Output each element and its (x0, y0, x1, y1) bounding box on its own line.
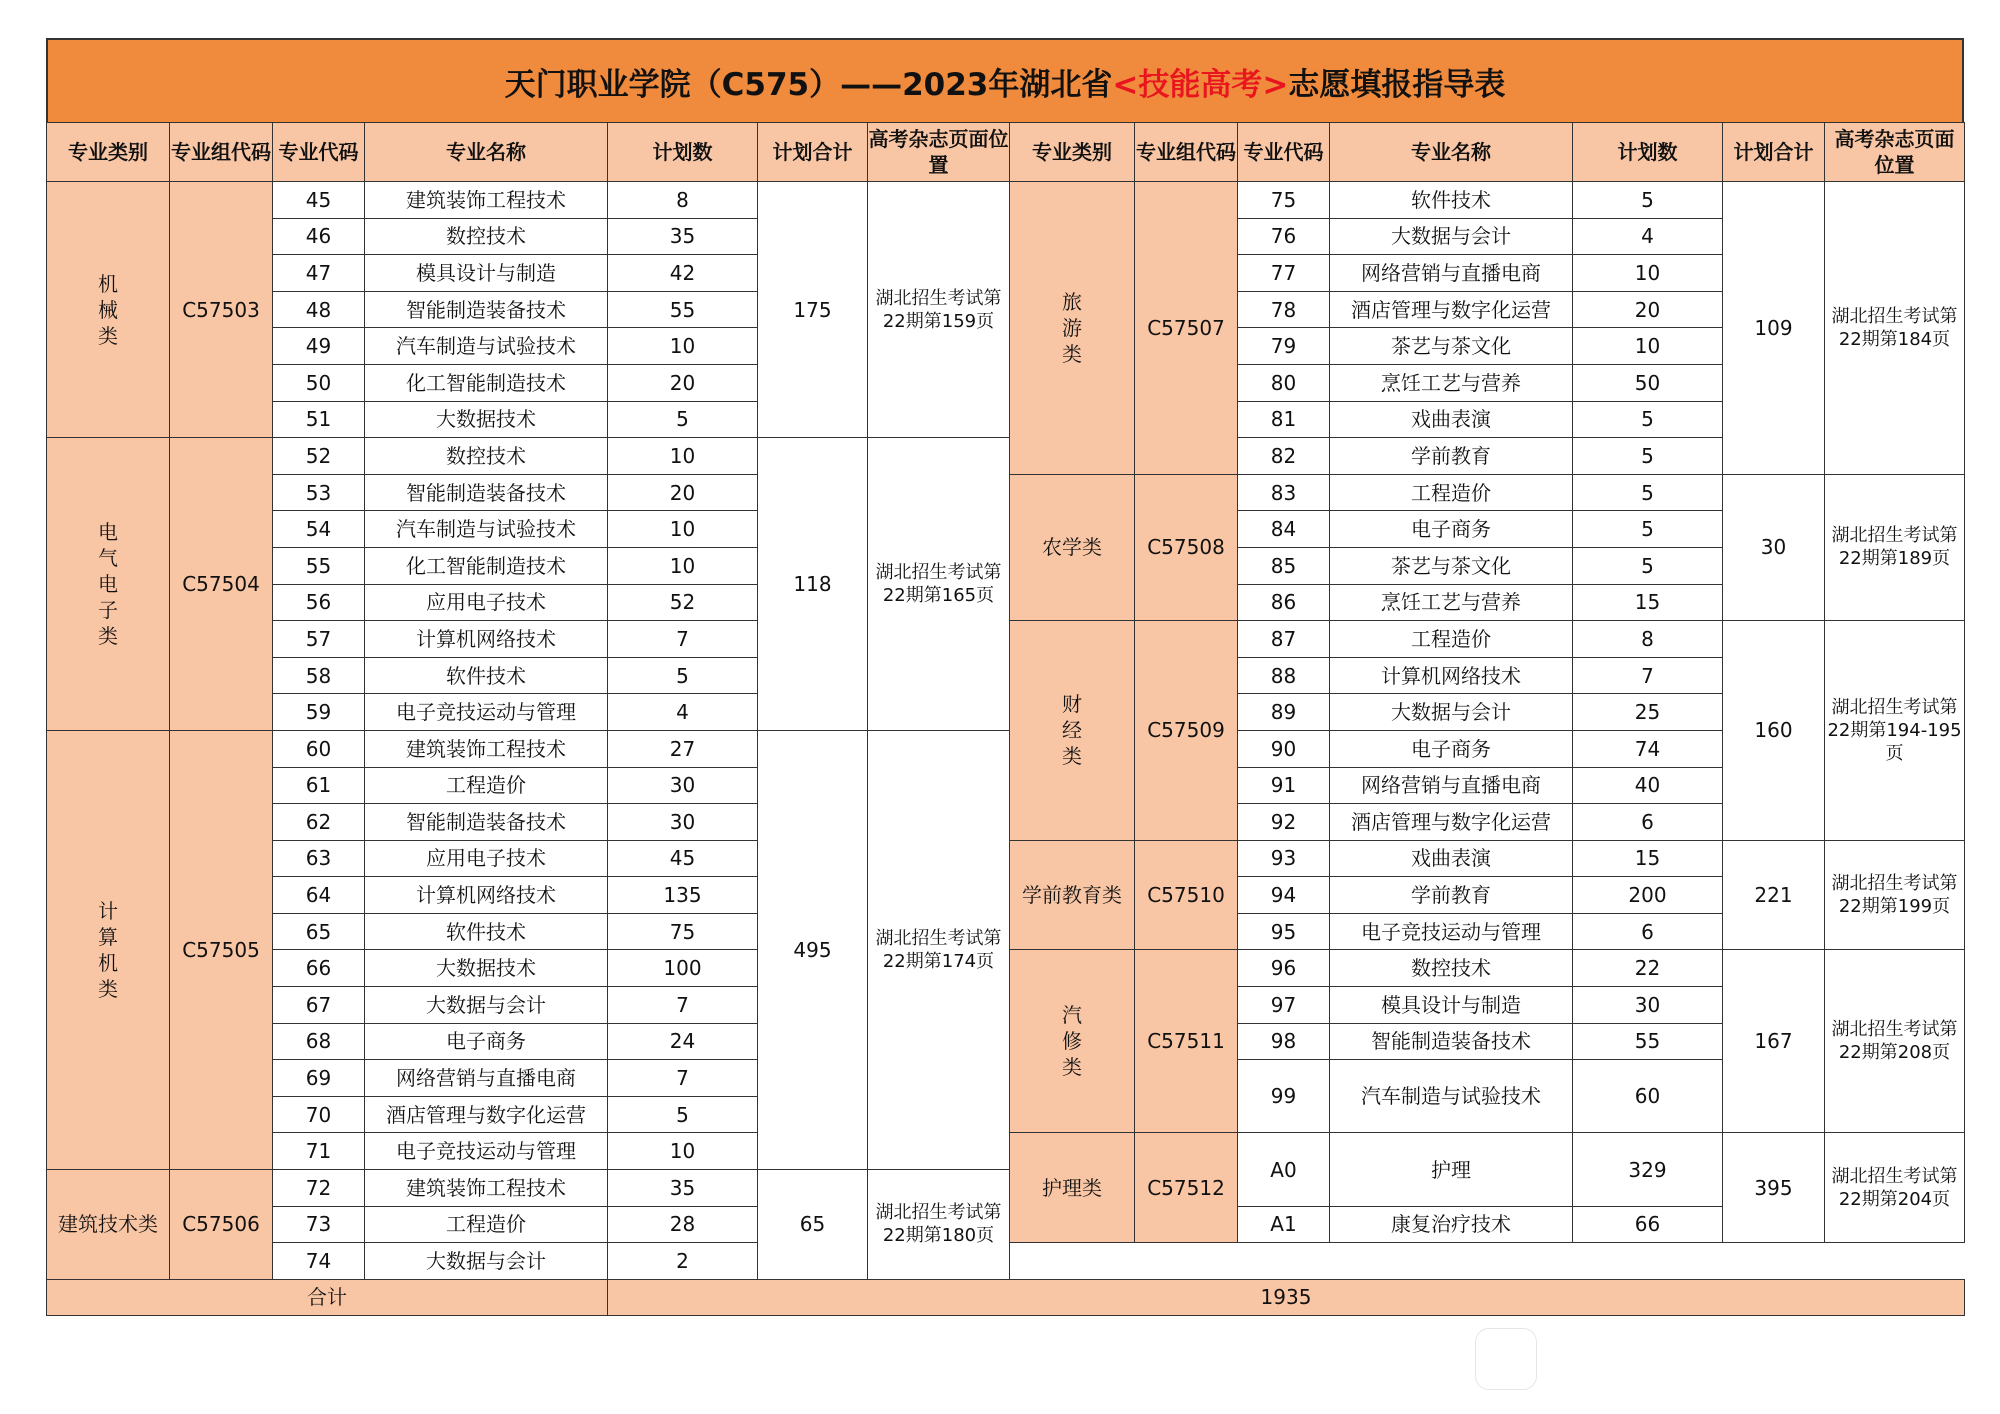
left-major-code: 50 (273, 364, 365, 401)
left-major-name: 智能制造装备技术 (365, 474, 608, 511)
left-major-name: 计算机网络技术 (365, 877, 608, 914)
left-major-code: 52 (273, 438, 365, 475)
left-major-code: 73 (273, 1206, 365, 1243)
right-plan-count: 5 (1573, 401, 1723, 438)
right-major-code: 86 (1238, 584, 1330, 621)
right-plan-count: 10 (1573, 328, 1723, 365)
right-plan-count: 15 (1573, 840, 1723, 877)
left-major-name: 软件技术 (365, 657, 608, 694)
left-major-code: 74 (273, 1243, 365, 1280)
right-major-name: 大数据与会计 (1330, 218, 1573, 255)
left-major-name: 工程造价 (365, 767, 608, 804)
right-major-code: 79 (1238, 328, 1330, 365)
right-major-name: 茶艺与茶文化 (1330, 328, 1573, 365)
left-major-name: 数控技术 (365, 438, 608, 475)
left-plan-count: 24 (608, 1023, 758, 1060)
left-major-code: 53 (273, 474, 365, 511)
right-header-plan-total: 计划合计 (1723, 123, 1825, 182)
right-major-name: 烹饪工艺与营养 (1330, 364, 1573, 401)
left-plan-total: 495 (758, 730, 868, 1169)
left-major-code: 46 (273, 218, 365, 255)
left-major-code: 59 (273, 694, 365, 731)
right-plan-count: 5 (1573, 474, 1723, 511)
right-major-name: 汽车制造与试验技术 (1330, 1060, 1573, 1133)
left-major-name: 化工智能制造技术 (365, 364, 608, 401)
right-plan-count: 5 (1573, 438, 1723, 475)
left-major-code: 60 (273, 730, 365, 767)
left-plan-count: 28 (608, 1206, 758, 1243)
left-major-name: 大数据技术 (365, 401, 608, 438)
right-category-cell (1010, 621, 1135, 841)
right-major-code: 96 (1238, 950, 1330, 987)
left-major-name: 电子商务 (365, 1023, 608, 1060)
right-plan-count: 10 (1573, 255, 1723, 292)
table-row (47, 182, 1965, 219)
left-group-code: C57506 (170, 1170, 273, 1280)
left-major-name: 建筑装饰工程技术 (365, 182, 608, 219)
left-major-code: 54 (273, 511, 365, 548)
right-major-name: 电子商务 (1330, 730, 1573, 767)
left-category-cell (47, 182, 170, 438)
right-plan-total: 30 (1723, 474, 1825, 620)
left-major-code: 71 (273, 1133, 365, 1170)
right-plan-count: 74 (1573, 730, 1723, 767)
guide-document (46, 38, 1964, 1316)
left-plan-count: 10 (608, 328, 758, 365)
right-plan-count: 60 (1573, 1060, 1723, 1133)
right-major-code: A0 (1238, 1133, 1330, 1206)
left-major-name: 大数据与会计 (365, 1243, 608, 1280)
left-major-name: 建筑装饰工程技术 (365, 1170, 608, 1207)
right-major-code: 92 (1238, 804, 1330, 841)
right-group-code: C57510 (1135, 840, 1238, 950)
left-plan-count: 4 (608, 694, 758, 731)
left-major-code: 55 (273, 547, 365, 584)
left-major-name: 数控技术 (365, 218, 608, 255)
watermark-logo (1475, 1328, 1537, 1390)
right-page-location: 湖北招生考试第22期第204页 (1825, 1133, 1965, 1243)
left-major-code: 67 (273, 987, 365, 1024)
left-major-name: 智能制造装备技术 (365, 291, 608, 328)
left-major-code: 45 (273, 182, 365, 219)
left-plan-count: 10 (608, 547, 758, 584)
right-plan-count: 7 (1573, 657, 1723, 694)
left-plan-total: 65 (758, 1170, 868, 1280)
right-plan-count: 55 (1573, 1023, 1723, 1060)
left-plan-count: 5 (608, 401, 758, 438)
left-major-code: 62 (273, 804, 365, 841)
right-page-location: 湖北招生考试第22期第208页 (1825, 950, 1965, 1133)
right-category-cell (1010, 840, 1135, 950)
right-major-name: 网络营销与直播电商 (1330, 767, 1573, 804)
left-major-name: 酒店管理与数字化运营 (365, 1096, 608, 1133)
right-major-name: 大数据与会计 (1330, 694, 1573, 731)
right-major-name: 酒店管理与数字化运营 (1330, 804, 1573, 841)
right-plan-count: 5 (1573, 511, 1723, 548)
right-major-name: 康复治疗技术 (1330, 1206, 1573, 1243)
left-group-code: C57505 (170, 730, 273, 1169)
right-major-name: 数控技术 (1330, 950, 1573, 987)
right-major-code: 82 (1238, 438, 1330, 475)
category-label: 护理类 (1042, 1175, 1102, 1200)
left-major-code: 47 (273, 255, 365, 292)
right-major-code: 88 (1238, 657, 1330, 694)
right-plan-count: 5 (1573, 547, 1723, 584)
right-major-name: 模具设计与制造 (1330, 987, 1573, 1024)
category-label: 旅游类 (1062, 289, 1082, 366)
category-label: 机械类 (98, 271, 118, 348)
left-category-cell (47, 1170, 170, 1280)
left-major-code: 51 (273, 401, 365, 438)
right-major-code: 98 (1238, 1023, 1330, 1060)
right-plan-total: 395 (1723, 1133, 1825, 1243)
left-page-location: 湖北招生考试第22期第159页 (868, 182, 1010, 438)
left-header-category: 专业类别 (47, 123, 170, 182)
table-row (47, 730, 1965, 767)
right-plan-count: 66 (1573, 1206, 1723, 1243)
total-value: 1935 (608, 1279, 1965, 1315)
right-header-major-name: 专业名称 (1330, 123, 1573, 182)
left-major-code: 68 (273, 1023, 365, 1060)
left-header-plan-count: 计划数 (608, 123, 758, 182)
right-major-code: 97 (1238, 987, 1330, 1024)
right-major-name: 计算机网络技术 (1330, 657, 1573, 694)
left-plan-count: 5 (608, 657, 758, 694)
left-plan-count: 30 (608, 804, 758, 841)
left-header-major-name: 专业名称 (365, 123, 608, 182)
right-major-name: 智能制造装备技术 (1330, 1023, 1573, 1060)
left-major-name: 汽车制造与试验技术 (365, 328, 608, 365)
left-plan-count: 10 (608, 438, 758, 475)
right-category-cell (1010, 1133, 1135, 1243)
left-major-code: 72 (273, 1170, 365, 1207)
right-major-code: 76 (1238, 218, 1330, 255)
category-label: 电气电子类 (98, 520, 118, 649)
right-major-name: 电子竞技运动与管理 (1330, 913, 1573, 950)
left-plan-total: 175 (758, 182, 868, 438)
title-suffix: 志愿填报指导表 (1288, 66, 1506, 103)
right-major-name: 学前教育 (1330, 877, 1573, 914)
left-major-name: 电子竞技运动与管理 (365, 1133, 608, 1170)
left-plan-total: 118 (758, 438, 868, 731)
right-plan-count: 20 (1573, 291, 1723, 328)
left-major-code: 63 (273, 840, 365, 877)
left-major-code: 66 (273, 950, 365, 987)
left-plan-count: 5 (608, 1096, 758, 1133)
right-plan-count: 40 (1573, 767, 1723, 804)
left-major-code: 49 (273, 328, 365, 365)
left-plan-count: 52 (608, 584, 758, 621)
right-major-code: 91 (1238, 767, 1330, 804)
left-header-page-location: 高考杂志页面位置 (868, 123, 1010, 182)
right-major-code: 83 (1238, 474, 1330, 511)
left-major-code: 48 (273, 291, 365, 328)
left-header-major-code: 专业代码 (273, 123, 365, 182)
right-group-code: C57507 (1135, 182, 1238, 475)
left-plan-count: 20 (608, 364, 758, 401)
left-major-name: 网络营销与直播电商 (365, 1060, 608, 1097)
left-plan-count: 30 (608, 767, 758, 804)
right-major-code: 84 (1238, 511, 1330, 548)
right-header-plan-count: 计划数 (1573, 123, 1723, 182)
right-major-name: 电子商务 (1330, 511, 1573, 548)
right-group-code: C57508 (1135, 474, 1238, 620)
left-page-location: 湖北招生考试第22期第165页 (868, 438, 1010, 731)
right-category-cell (1010, 182, 1135, 475)
left-major-name: 计算机网络技术 (365, 621, 608, 658)
category-label: 财经类 (1062, 692, 1082, 769)
right-major-code: 78 (1238, 291, 1330, 328)
right-plan-total: 160 (1723, 621, 1825, 841)
right-plan-count: 6 (1573, 913, 1723, 950)
right-major-name: 戏曲表演 (1330, 840, 1573, 877)
right-group-code: C57511 (1135, 950, 1238, 1133)
title-highlight: <技能高考> (1112, 66, 1289, 103)
right-major-name: 工程造价 (1330, 621, 1573, 658)
page-title (46, 38, 1964, 122)
admission-plan-table (46, 122, 1965, 1316)
left-header-plan-total: 计划合计 (758, 123, 868, 182)
left-major-name: 化工智能制造技术 (365, 547, 608, 584)
total-label: 合计 (47, 1279, 608, 1315)
left-page-location: 湖北招生考试第22期第180页 (868, 1170, 1010, 1280)
right-group-code: C57512 (1135, 1133, 1238, 1243)
right-plan-count: 8 (1573, 621, 1723, 658)
left-plan-count: 10 (608, 511, 758, 548)
right-header-group-code: 专业组代码 (1135, 123, 1238, 182)
left-major-name: 电子竞技运动与管理 (365, 694, 608, 731)
category-label: 学前教育类 (1022, 883, 1122, 908)
right-major-code: 80 (1238, 364, 1330, 401)
right-major-name: 工程造价 (1330, 474, 1573, 511)
left-group-code: C57503 (170, 182, 273, 438)
right-major-name: 网络营销与直播电商 (1330, 255, 1573, 292)
right-major-name: 戏曲表演 (1330, 401, 1573, 438)
left-plan-count: 135 (608, 877, 758, 914)
left-major-code: 61 (273, 767, 365, 804)
right-plan-total: 109 (1723, 182, 1825, 475)
right-major-name: 学前教育 (1330, 438, 1573, 475)
left-major-name: 工程造价 (365, 1206, 608, 1243)
right-category-cell (1010, 474, 1135, 620)
left-category-cell (47, 438, 170, 731)
left-plan-count: 45 (608, 840, 758, 877)
left-plan-count: 100 (608, 950, 758, 987)
left-plan-count: 75 (608, 913, 758, 950)
right-major-code: 89 (1238, 694, 1330, 731)
right-plan-count: 25 (1573, 694, 1723, 731)
left-header-group-code: 专业组代码 (170, 123, 273, 182)
right-page-location: 湖北招生考试第22期第194-195页 (1825, 621, 1965, 841)
right-major-code: 93 (1238, 840, 1330, 877)
right-major-code: 75 (1238, 182, 1330, 219)
right-page-location: 湖北招生考试第22期第189页 (1825, 474, 1965, 620)
right-major-name: 护理 (1330, 1133, 1573, 1206)
left-major-name: 软件技术 (365, 913, 608, 950)
title-prefix: 天门职业学院（C575）——2023年湖北省 (504, 66, 1113, 103)
left-major-name: 模具设计与制造 (365, 255, 608, 292)
right-major-code: 90 (1238, 730, 1330, 767)
right-plan-count: 200 (1573, 877, 1723, 914)
right-plan-count: 30 (1573, 987, 1723, 1024)
right-page-location: 湖北招生考试第22期第199页 (1825, 840, 1965, 950)
left-major-name: 应用电子技术 (365, 840, 608, 877)
right-major-code: 85 (1238, 547, 1330, 584)
category-label: 汽修类 (1062, 1003, 1082, 1080)
left-plan-count: 8 (608, 182, 758, 219)
left-plan-count: 35 (608, 1170, 758, 1207)
right-header-category: 专业类别 (1010, 123, 1135, 182)
right-major-code: 99 (1238, 1060, 1330, 1133)
left-category-cell (47, 730, 170, 1169)
right-group-code: C57509 (1135, 621, 1238, 841)
left-plan-count: 2 (608, 1243, 758, 1280)
left-plan-count: 10 (608, 1133, 758, 1170)
right-plan-count: 6 (1573, 804, 1723, 841)
left-major-code: 58 (273, 657, 365, 694)
right-category-cell (1010, 950, 1135, 1133)
left-page-location: 湖北招生考试第22期第174页 (868, 730, 1010, 1169)
right-plan-total: 167 (1723, 950, 1825, 1133)
right-major-code: 95 (1238, 913, 1330, 950)
category-label: 建筑技术类 (58, 1212, 158, 1237)
right-major-name: 烹饪工艺与营养 (1330, 584, 1573, 621)
left-major-code: 70 (273, 1096, 365, 1133)
table-row (47, 438, 1965, 475)
left-group-code: C57504 (170, 438, 273, 731)
right-major-name: 茶艺与茶文化 (1330, 547, 1573, 584)
right-major-code: 81 (1238, 401, 1330, 438)
right-header-major-code: 专业代码 (1238, 123, 1330, 182)
left-plan-count: 27 (608, 730, 758, 767)
right-major-code: A1 (1238, 1206, 1330, 1243)
category-label: 农学类 (1042, 535, 1102, 560)
left-major-name: 智能制造装备技术 (365, 804, 608, 841)
left-plan-count: 35 (608, 218, 758, 255)
left-major-name: 大数据与会计 (365, 987, 608, 1024)
right-major-code: 77 (1238, 255, 1330, 292)
left-plan-count: 7 (608, 987, 758, 1024)
left-plan-count: 20 (608, 474, 758, 511)
left-plan-count: 55 (608, 291, 758, 328)
left-plan-count: 7 (608, 1060, 758, 1097)
right-plan-count: 50 (1573, 364, 1723, 401)
right-plan-count: 329 (1573, 1133, 1723, 1206)
right-page-location: 湖北招生考试第22期第184页 (1825, 182, 1965, 475)
right-plan-count: 4 (1573, 218, 1723, 255)
left-plan-count: 7 (608, 621, 758, 658)
left-major-name: 汽车制造与试验技术 (365, 511, 608, 548)
left-major-name: 应用电子技术 (365, 584, 608, 621)
right-major-code: 94 (1238, 877, 1330, 914)
right-plan-count: 22 (1573, 950, 1723, 987)
right-plan-count: 15 (1573, 584, 1723, 621)
right-major-name: 软件技术 (1330, 182, 1573, 219)
right-major-code: 87 (1238, 621, 1330, 658)
left-plan-count: 42 (608, 255, 758, 292)
left-major-code: 64 (273, 877, 365, 914)
right-plan-total: 221 (1723, 840, 1825, 950)
right-plan-count: 5 (1573, 182, 1723, 219)
left-major-code: 65 (273, 913, 365, 950)
left-major-name: 大数据技术 (365, 950, 608, 987)
left-major-code: 56 (273, 584, 365, 621)
category-label: 计算机类 (98, 898, 118, 1001)
left-major-code: 57 (273, 621, 365, 658)
right-major-name: 酒店管理与数字化运营 (1330, 291, 1573, 328)
right-header-page-location: 高考杂志页面位置 (1825, 123, 1965, 182)
left-major-name: 建筑装饰工程技术 (365, 730, 608, 767)
left-major-code: 69 (273, 1060, 365, 1097)
